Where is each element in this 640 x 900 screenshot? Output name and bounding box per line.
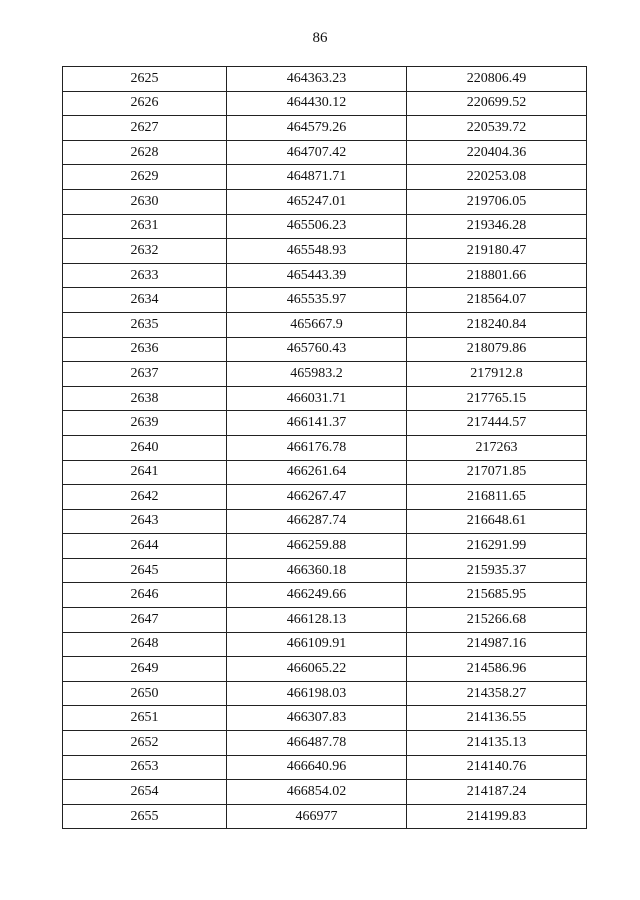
table-row	[63, 780, 587, 805]
table-row	[63, 386, 587, 411]
point-id-cell: 2642	[63, 485, 227, 510]
table-row	[63, 534, 587, 559]
point-id-cell: 2629	[63, 165, 227, 190]
point-id-cell: 2652	[63, 731, 227, 756]
y-coordinate-cell: 220806.49	[407, 67, 587, 92]
table-row	[63, 509, 587, 534]
table-row	[63, 583, 587, 608]
table-row	[63, 239, 587, 264]
point-id-cell: 2633	[63, 263, 227, 288]
x-coordinate-cell: 466141.37	[227, 411, 407, 436]
point-id-cell: 2645	[63, 558, 227, 583]
y-coordinate-cell: 219180.47	[407, 239, 587, 264]
table-row	[63, 288, 587, 313]
y-coordinate-cell: 217765.15	[407, 386, 587, 411]
table-row	[63, 632, 587, 657]
table-row	[63, 485, 587, 510]
point-id-cell: 2626	[63, 91, 227, 116]
point-id-cell: 2648	[63, 632, 227, 657]
y-coordinate-cell: 214586.96	[407, 657, 587, 682]
y-coordinate-cell: 217263	[407, 435, 587, 460]
y-coordinate-cell: 219706.05	[407, 189, 587, 214]
x-coordinate-cell: 465443.39	[227, 263, 407, 288]
table-row	[63, 140, 587, 165]
point-id-cell: 2651	[63, 706, 227, 731]
x-coordinate-cell: 466977	[227, 804, 407, 829]
point-id-cell: 2631	[63, 214, 227, 239]
point-id-cell: 2646	[63, 583, 227, 608]
y-coordinate-cell: 216648.61	[407, 509, 587, 534]
table-row	[63, 706, 587, 731]
table-body	[63, 67, 587, 829]
table-row	[63, 165, 587, 190]
y-coordinate-cell: 218801.66	[407, 263, 587, 288]
point-id-cell: 2639	[63, 411, 227, 436]
table-row	[63, 681, 587, 706]
y-coordinate-cell: 216291.99	[407, 534, 587, 559]
table-row	[63, 116, 587, 141]
x-coordinate-cell: 464871.71	[227, 165, 407, 190]
y-coordinate-cell: 217071.85	[407, 460, 587, 485]
y-coordinate-cell: 220253.08	[407, 165, 587, 190]
x-coordinate-cell: 465760.43	[227, 337, 407, 362]
point-id-cell: 2625	[63, 67, 227, 92]
table-row	[63, 411, 587, 436]
table-row	[63, 755, 587, 780]
table-row	[63, 657, 587, 682]
x-coordinate-cell: 466267.47	[227, 485, 407, 510]
y-coordinate-cell: 216811.65	[407, 485, 587, 510]
x-coordinate-cell: 465535.97	[227, 288, 407, 313]
x-coordinate-cell: 466360.18	[227, 558, 407, 583]
table-row	[63, 460, 587, 485]
point-id-cell: 2649	[63, 657, 227, 682]
point-id-cell: 2640	[63, 435, 227, 460]
table-row	[63, 214, 587, 239]
table-row	[63, 337, 587, 362]
table-row	[63, 804, 587, 829]
x-coordinate-cell: 466031.71	[227, 386, 407, 411]
y-coordinate-cell: 214136.55	[407, 706, 587, 731]
table-row	[63, 362, 587, 387]
x-coordinate-cell: 466287.74	[227, 509, 407, 534]
table-row	[63, 263, 587, 288]
point-id-cell: 2650	[63, 681, 227, 706]
table-row	[63, 91, 587, 116]
point-id-cell: 2627	[63, 116, 227, 141]
y-coordinate-cell: 217912.8	[407, 362, 587, 387]
coordinates-table	[62, 66, 587, 829]
point-id-cell: 2628	[63, 140, 227, 165]
point-id-cell: 2637	[63, 362, 227, 387]
point-id-cell: 2632	[63, 239, 227, 264]
table-row	[63, 67, 587, 92]
y-coordinate-cell: 214199.83	[407, 804, 587, 829]
point-id-cell: 2638	[63, 386, 227, 411]
x-coordinate-cell: 464363.23	[227, 67, 407, 92]
point-id-cell: 2635	[63, 312, 227, 337]
point-id-cell: 2634	[63, 288, 227, 313]
x-coordinate-cell: 466487.78	[227, 731, 407, 756]
table-row	[63, 608, 587, 633]
y-coordinate-cell: 219346.28	[407, 214, 587, 239]
x-coordinate-cell: 466261.64	[227, 460, 407, 485]
y-coordinate-cell: 218240.84	[407, 312, 587, 337]
y-coordinate-cell: 215266.68	[407, 608, 587, 633]
x-coordinate-cell: 466640.96	[227, 755, 407, 780]
x-coordinate-cell: 464707.42	[227, 140, 407, 165]
page-number: 86	[312, 30, 328, 46]
table-row	[63, 189, 587, 214]
x-coordinate-cell: 466065.22	[227, 657, 407, 682]
table-row	[63, 558, 587, 583]
x-coordinate-cell: 465983.2	[227, 362, 407, 387]
table-row	[63, 435, 587, 460]
y-coordinate-cell: 214987.16	[407, 632, 587, 657]
x-coordinate-cell: 465506.23	[227, 214, 407, 239]
x-coordinate-cell: 466249.66	[227, 583, 407, 608]
x-coordinate-cell: 464579.26	[227, 116, 407, 141]
y-coordinate-cell: 215685.95	[407, 583, 587, 608]
x-coordinate-cell: 465247.01	[227, 189, 407, 214]
table-row	[63, 312, 587, 337]
x-coordinate-cell: 465548.93	[227, 239, 407, 264]
point-id-cell: 2641	[63, 460, 227, 485]
point-id-cell: 2655	[63, 804, 227, 829]
point-id-cell: 2644	[63, 534, 227, 559]
y-coordinate-cell: 220404.36	[407, 140, 587, 165]
y-coordinate-cell: 220539.72	[407, 116, 587, 141]
x-coordinate-cell: 466176.78	[227, 435, 407, 460]
point-id-cell: 2643	[63, 509, 227, 534]
point-id-cell: 2653	[63, 755, 227, 780]
point-id-cell: 2654	[63, 780, 227, 805]
y-coordinate-cell: 217444.57	[407, 411, 587, 436]
x-coordinate-cell: 466854.02	[227, 780, 407, 805]
table-row	[63, 731, 587, 756]
point-id-cell: 2647	[63, 608, 227, 633]
y-coordinate-cell: 214140.76	[407, 755, 587, 780]
y-coordinate-cell: 214358.27	[407, 681, 587, 706]
y-coordinate-cell: 215935.37	[407, 558, 587, 583]
y-coordinate-cell: 214187.24	[407, 780, 587, 805]
x-coordinate-cell: 466128.13	[227, 608, 407, 633]
point-id-cell: 2630	[63, 189, 227, 214]
x-coordinate-cell: 465667.9	[227, 312, 407, 337]
x-coordinate-cell: 466307.83	[227, 706, 407, 731]
y-coordinate-cell: 218079.86	[407, 337, 587, 362]
y-coordinate-cell: 214135.13	[407, 731, 587, 756]
y-coordinate-cell: 218564.07	[407, 288, 587, 313]
point-id-cell: 2636	[63, 337, 227, 362]
x-coordinate-cell: 464430.12	[227, 91, 407, 116]
y-coordinate-cell: 220699.52	[407, 91, 587, 116]
x-coordinate-cell: 466198.03	[227, 681, 407, 706]
x-coordinate-cell: 466109.91	[227, 632, 407, 657]
x-coordinate-cell: 466259.88	[227, 534, 407, 559]
